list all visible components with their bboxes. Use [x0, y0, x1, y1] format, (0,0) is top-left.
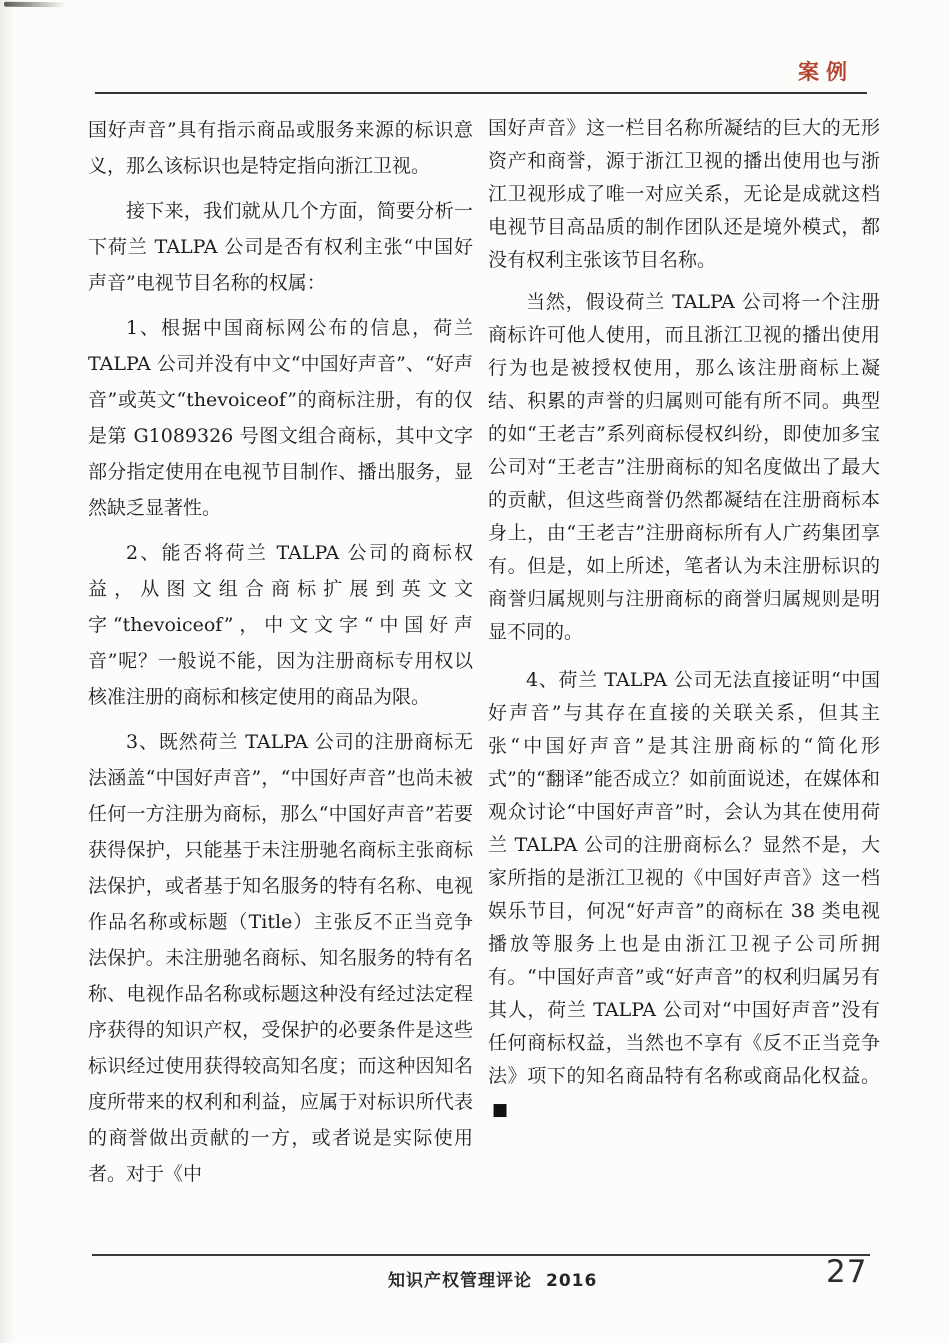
scan-edge-shade: [0, 0, 14, 1343]
journal-title: 知识产权管理评论: [388, 1271, 532, 1291]
section-label: 案例: [798, 59, 854, 84]
end-of-article-marker-icon: ■: [492, 1100, 509, 1120]
footer-rule: [92, 1254, 870, 1256]
article-body: [88, 112, 880, 1201]
paragraph-left-continuation: 国好声音”具有指示商品或服务来源的标识意义，那么该标识也是特定指向浙江卫视。: [88, 119, 473, 177]
paragraph-right-continuation: 国好声音》这一栏目名称所凝结的巨大的无形资产和商誉，源于浙江卫视的播出使用也与浙江卫视形成了唯一对应关系，无论是成就这档电视节目高品质的制作团队还是境外模式，都没有权利主张该节目名称。: [488, 117, 880, 271]
paragraph-right-point-4: [488, 664, 880, 1127]
right-column: [488, 112, 880, 1201]
paragraph-left-point-3: 3、既然荷兰 TALPA 公司的注册商标无法涵盖“中国好声音”，“中国好声音”也尚未被任何一方注册为商标，那么“中国好声音”若要获得保护，只能基于未注册驰名商标主张商标法保护，或者基于知名服务的特有名称、电视作品名称或标题（Title）主张反不正当竞争法保护。未注册驰名商标、知名服务的特有名称、电视作品名称或标题这种没有经过法定程序获得的知识产权，受保护的必要条件是这些标识经过使用获得较高知名度；而这种因知名度所带来的权利和利益，应属于对标识所代表的商誉做出贡献的一方，或者说是实际使用者。对于《中: [88, 731, 473, 1185]
journal-year: 2016: [546, 1271, 598, 1291]
footer-journal-line: [388, 1266, 597, 1291]
paragraph-left-intro: 接下来，我们就从几个方面，简要分析一下荷兰 TALPA 公司是否有权利主张“中国好声音”电视节目名称的权属：: [88, 200, 473, 294]
header-rule: [95, 92, 867, 94]
paragraph-right-discussion: 当然，假设荷兰 TALPA 公司将一个注册商标许可他人使用，而且浙江卫视的播出使用行为也是被授权使用，那么该注册商标上凝结、积累的声誉的归属则可能有所不同。典型的如“王老吉”系列商标侵权纠纷，即使加多宝公司对“王老吉”注册商标的知名度做出了最大的贡献，但这些商誉仍然都凝结在注册商标本身上，由“王老吉”注册商标所有人广药集团享有。但是，如上所述，笔者认为未注册标识的商誉归属规则与注册商标的商誉归属规则是明显不同的。: [488, 291, 880, 643]
page-number: 27: [826, 1254, 868, 1290]
paragraph-left-point-2: 2、能否将荷兰 TALPA 公司的商标权益，从图文组合商标扩展到英文文字“thevoiceof”，中文文字“中国好声音”呢？一般说不能，因为注册商标专用权以核准注册的商标和核定使用的商品为限。: [88, 542, 473, 708]
paragraph-right-point-4-text: 4、荷兰 TALPA 公司无法直接证明“中国好声音”与其存在直接的关联关系，但其主张“中国好声音”是其注册商标的“简化形式”的“翻译”能否成立？如前面说述，在媒体和观众讨论“中国好声音”时，会认为其在使用荷兰 TALPA 公司的注册商标么？显然不是，大家所指的是浙江卫视的《中国好声音》这一档娱乐节目，何况“好声音”的商标在 38 类电视播放等服务上也是由浙江卫视子公司所拥有。“中国好声音”或“好声音”的权利归属另有其人，荷兰 TALPA 公司对“中国好声音”没有任何商标权益，当然也不享有《反不正当竞争法》项下的知名商品特有名称或商品化权益。: [488, 669, 880, 1087]
paragraph-left-point-1: 1、根据中国商标网公布的信息，荷兰 TALPA 公司并没有中文“中国好声音”、“好声音”或英文“thevoiceof”的商标注册，有的仅是第 G1089326 号图文组合商标，其中文字部分指定使用在电视节目制作、播出服务，显然缺乏显著性。: [88, 317, 473, 519]
left-column: [88, 112, 473, 1201]
scan-corner-artifact: [4, 2, 66, 8]
